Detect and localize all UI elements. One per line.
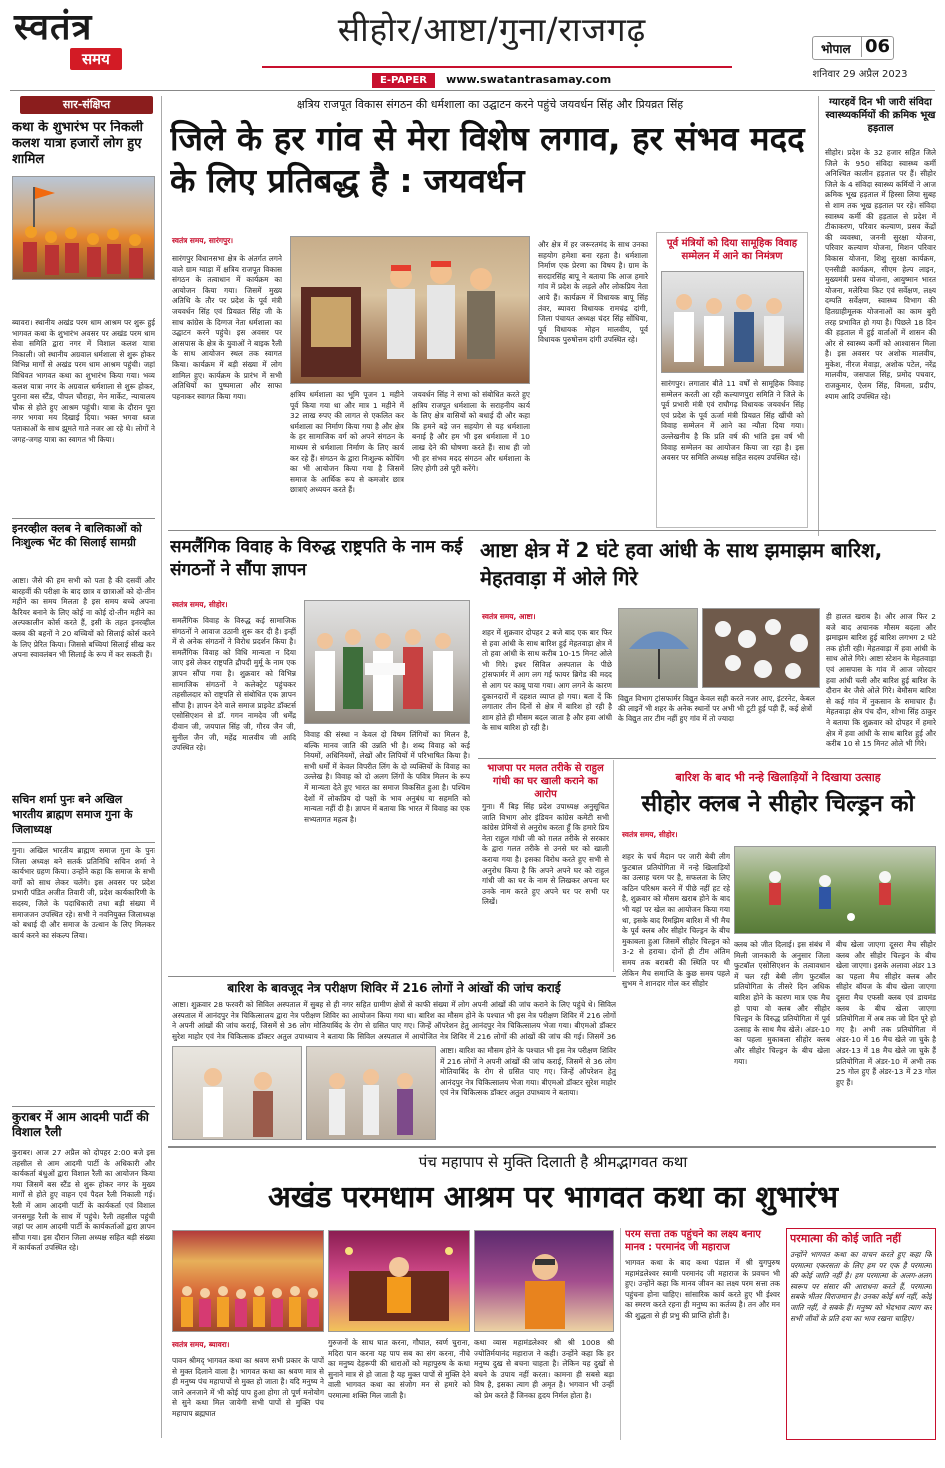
city-label: भोपाल bbox=[821, 42, 851, 56]
eye-headline: बारिश के बावजूद नेत्र परीक्षण शिविर में 216 लोगों ने आंखों की जांच कराई bbox=[227, 981, 561, 995]
epaper-bar bbox=[262, 66, 732, 84]
sidebar-divider-3 bbox=[12, 1106, 155, 1107]
sports-col1: शहर के चर्च मैदान पर जारी बेबी लीग फुटबाल प्रतियोगिता में नन्हे खिलाड़ियों का उत्साह चरम पर है, सफलता के लिए कठिन परिश्रम करने में पीछे नहीं हट रहे है, शुक्रवार को मौसम खराब होने के बाद भी यहां पर खेल का आयोजन किया गया था, इसके बाद रिमझिम बारिश में भी मैच के पूर्व क्लब और सीहोर चिल्ड्रन के बीच मुकाबला हुआ जिसमें सीहोर चिल्ड्रन को 3-2 से हराया। दोनों ही टीम अंतिम समय तक बराबरी की स्थिति पर थी लेकिन मैच समाप्ति के कुछ समय पहले सुभम ने शानदार गोल कर सीहोर bbox=[622, 852, 730, 989]
rahul-box bbox=[478, 760, 614, 972]
bhagwat-col4: भागवत कथा के बाद कथा पंडाल में श्री युगपुरुष महामंडलेश्वर स्वामी परमानंद जी महाराज के प्रवचन भी हुए। उन्होंने कहा कि मानव जीवन का लक्ष्य परम सत्ता तक पहुंचना होना चाहिए। सांसारिक कार्य करते हुए भी ईश्वर का स्मरण करते रहना ही मनुष्य का कर्तव्य है। तन और मन की शुद्धता से ही प्रभु की प्राप्ति होती है। bbox=[625, 1258, 780, 1320]
rain-dateline: स्वतंत्र समय, आष्टा। bbox=[482, 612, 536, 621]
sidebar-story3-headline-text: सचिन शर्मा पुनः बने अखिल भारतीय ब्राह्मण समाज गुना के जिलाध्यक्ष bbox=[12, 793, 133, 836]
strike-column bbox=[818, 96, 936, 536]
patients-illustration bbox=[307, 1047, 436, 1140]
bhagwat-col2: गुरुजनों के साथ घात करना, गौघात, स्वर्ण चुराना, मदिरा पान करना यह पाप सब का संग करना, नीचे का मनुष्य देहरूपी की धाराओं को महापुरुष के कथा सुनाने मात्र से हो जाता है यह मुक्त पापों से मुक्ति देने वाली भागवत कथा का संजोग मन से हमारे को परमात्मा शक्ति मिल जाती है। bbox=[328, 1338, 470, 1400]
protest-col2: विवाह की संस्था न केवल दो विषम लिंगियों का मिलन है, बल्कि मानव जाति की उन्नति भी है। शब्द विवाह को कई नियमों, अधिनियमों, लेखों और लिपियों में परिभाषित किया है। सभी धर्मों में केवल विपरीत लिंग के दो व्यक्तियों के विवाह का उल्लेख है। विवाह को दो अलग लिंगों के पवित्र मिलन के रूप में मान्यता देते हुए भारत का समाज विकसित हुआ है। पश्चिम देशों में लोकप्रिय दो पक्षों के भाव अनुबंध या सहमति को मान्यता नहीं दी है। ज्ञापन में बताया कि भारत में विवाह का एक सभ्यतागत महत्व है। bbox=[304, 730, 470, 824]
rain-photo-hail bbox=[702, 608, 820, 688]
eye-body-right: आष्टा। बारिश का मौसम होने के पश्चात भी इस नेत्र परीक्षण शिविर में 216 लोगों ने अपनी आंखों की जांच कराई, जिसमें से 36 लोग मोतियाबिंद के रोग से ग्रसित पाए गए। जिन्हें ऑपरेशन हेतु आनंदपुर नेत्र चिकित्सालय भेजा गया। बीएमओ डॉक्टर सुरेश माहोर एवं नेत्र चिकित्सक डॉक्टर अतुल उपाध्याय ने बताया। bbox=[440, 1046, 616, 1098]
lead-dateline: स्वतंत्र समय, सारंगपुर। bbox=[172, 236, 234, 245]
masthead bbox=[0, 0, 945, 90]
memorandum-illustration bbox=[305, 601, 470, 724]
epaper-label: E-PAPER bbox=[372, 73, 435, 88]
issue-date: शनिवार 29 अप्रैल 2023 bbox=[812, 69, 908, 80]
rain-photo-street bbox=[618, 608, 698, 688]
rain-bottom-rule bbox=[478, 758, 936, 759]
lead-col4: और क्षेत्र में हर जरूरतमंद के साथ उनका सहयोग हमेशा बना रहता है। धर्मशाला निर्माण एक प्रेरणा का विषय है। ग्राम के सरदारसिंह बापू ने बताया कि आज हमारे गांव में प्रदेश के लड़ले और लोकप्रिय नेता आये हैं। कार्यक्रम में विधायक बापू सिंह तंवर, ब्यावरा विधायक रामचंद्र दांगी, जिला पंचायत अध्यक्ष चंदर सिंह सोंधिया, पूर्व विधायक मोहन मालवीय, पूर्व विधायक पुरुषोत्तम दांगी उपस्थित रहे। bbox=[538, 240, 648, 345]
bhagwat-photo-crowd bbox=[172, 1230, 324, 1332]
bhagwat-col5: उन्होंने भागवत कथा का वाचन करते हुए कहा कि परमात्मा एकरसता के लिए हम पर एक है परमात्मा की कोई जाति नहीं है। हम परमात्मा के अलग-अलग स्वरूप पर संसार की आराधना करते हैं, परमात्मा सबके भीतर विराजमान है। उनका कोई धर्म नहीं, कोई जाति नहीं, वे सबके हैं। मनुष्य को भेदभाव त्याग कर सभी जीवों के प्रति दया का भाव रखना चाहिए। bbox=[790, 1250, 932, 1323]
bhagwat-headline: अखंड परमधाम आश्रम पर भागवत कथा का शुभारंभ bbox=[267, 1180, 839, 1215]
rahul-title: भाजपा पर मलत तरीके से राहुल गांधी का घर खाली कराने का आरोप bbox=[487, 763, 604, 800]
inauguration-illustration bbox=[291, 237, 530, 384]
sidebar-story1-body: ब्यावरा। स्थानीय अखंड परम धाम आश्रम पर शुरू हुई भागवत कथा के शुभारंभ अवसर पर अखंड परम धाम सेवा समिति द्वारा नगर में विशाल कलश यात्रा निकाली। जो स्थानीय अग्रवाल धर्मशाला से शुरू होकर विभिन्न मार्गों से अखंड परम धाम आश्रम पहुंची। जहां विधिवत भागवत कथा का शुभारंभ किया गया। भव्य कलश यात्रा नगर के अग्रवाल धर्मशाला से शुरू होकर, पुराना बस स्टैंड, पीपल चौराहा, मेन मार्केट, न्यायालय चौक से होते हुए आश्रम पहुंची। यात्रा के दौरान पूरा नगर भगवा मय दिखाई दिया। भक्त भगवा ध्वज पताकाओं के साथ झूमते गाते नजर आ रहे थे। लोगों ने जगह-जगह यात्रा का स्वागत भी किया। bbox=[12, 318, 155, 444]
wedding-photo bbox=[661, 271, 804, 373]
masthead-divider bbox=[10, 90, 935, 91]
sports-dateline: स्वतंत्र समय, सीहोर। bbox=[622, 830, 678, 839]
logo-bottom: समय bbox=[70, 48, 122, 70]
doctor-illustration bbox=[173, 1047, 302, 1140]
sidebar-story3-body: गुना। अखिल भारतीय ब्राह्मण समाज गुना के पुनः जिला अध्यक्ष बने सतर्क प्रतिनिधि सचिन शर्मा ने कार्यभार ग्रहण किया। उन्होंने कहा कि समाज के सभी वर्गों को साथ लेकर चलेंगे। इस अवसर पर प्रदेश प्रभारी पंडित अजीत तिवारी जी, प्रदेश कार्यकारिणी के सदस्य, जिले के पदाधिकारी तथा बड़ी संख्या में समाजजन उपस्थित रहे। सभी ने नवनियुक्त जिलाध्यक्ष को बधाई दी और समाज के उत्थान के लिए मिलकर कार्य करने का संकल्प लिया। bbox=[12, 846, 155, 940]
devotees-illustration bbox=[173, 1231, 324, 1332]
lead-photo bbox=[290, 236, 530, 384]
lead-headline: जिले के हर गांव से मेरा विशेष लगाव, हर संभव मदद के लिए प्रतिबद्ध है : जयवर्धन bbox=[170, 119, 805, 200]
eye-top-rule bbox=[168, 976, 616, 977]
lead-col2: क्षत्रिय धर्मशाला का भूमि पूजन 1 महीने पूर्व किया गया था और मात्र 1 महीने में 32 लाख रुपए की लागत से एकलित कर धर्मशाला का निर्माण किया गया है और क्षेत्र के हर सामाजिक वर्ग को अपने संगठन के माध्यम से धर्मशाला निर्माण के लिए कार्य कर रहे हैं। संगठन के द्वारा निःशुल्क कोचिंग का भी आयोजन किया गया है जिसमें समाज के आर्थिक रूप से कमजोर छात्र छात्राएं अध्ययन करते हैं। bbox=[290, 390, 404, 495]
lead-bottom-rule bbox=[168, 530, 936, 531]
bhagwat-photo-saint bbox=[474, 1230, 614, 1332]
page-number: 06 bbox=[861, 36, 893, 57]
protest-col1: समलैंगिक विवाह के विरुद्ध कई सामाजिक संगठनों ने आवाज उठानी शुरू कर दी है। इन्हीं में से अनेक संगठनों ने विरोध प्रदर्शन किया है। समलैंगिक विवाह को विधि मान्यता न दिया जाए इसे लेकर राष्ट्रपति द्रौपदी मुर्मू के नाम एक ज्ञापन सौंपा गया है। शुक्रवार को विभिन्न सामाजिक संगठनों ने कलेक्ट्रेट पहुंचकर तहसीलदार को राष्ट्रपति से संबोधित एक ज्ञापन सौंपा है। ज्ञापन देने वाले समाज प्राइवेट डॉक्टर्स एसोसिएशन से डॉ. गगन नामदेव जी धर्मेंद्र दीवान जी, जयपाल सिंह जी, गौरव जैन जी, सुनील जैन जी, महेंद्र मालवीय जी आदि उपस्थित रहे। bbox=[172, 616, 296, 753]
bhagwat-col4-title: परम सत्ता तक पहुंचने का लक्ष्य बनाए मानव : परमानंद जी महाराज bbox=[625, 1229, 761, 1253]
bhagwat-col1: पावन श्रीमद् भागवत कथा का श्रवण सभी प्रकार के पापों से मुक्त दिलाने वाला है। भागवत कथा का श्रवण मात्र से ही मनुष्य पंच महापापों से मुक्त हो जाता है। यदि मनुष्य ने जाने अनजाने में भी कोई पाप हुआ होगा तो पूर्ण मनोयोग से सुने कथा मिल जायेगी सभी पापों से मुक्ति पंच महापाप ब्रह्मघात bbox=[172, 1356, 324, 1418]
stage-illustration bbox=[329, 1231, 470, 1332]
kalash-yatra-photo bbox=[12, 176, 155, 280]
wedding-title: पूर्व मंत्रियों को दिया सामूहिक विवाह सम्मेलन में आने का निमंत्रण bbox=[666, 238, 798, 262]
sidebar-divider-1 bbox=[12, 518, 155, 519]
rain-caption: विद्युत विभाग ट्रांसफार्मर विद्युत केवल सही करते नजर आए, इंटरनेट, केबल की लाइनें भी शहर के अनेक स्थानों पर अभी भी टूटी हुई पड़ी हैं, कई क्षेत्रों के विद्युत तार टीम नहीं हुए गांव में तो ज्यादा bbox=[618, 694, 815, 723]
sports-col2: क्लब को जीत दिलाई। इस संबंध में मिली जानकारी के अनुसार जिला फुटबॉल एसोसिएशन के तत्वावधान में चल रही बेबी लीग फुटबॉल प्रतियोगिता के तीसरे दिन अधिक बारिश होने के कारण मात्र एक मैच हो पाया वो क्लब और सीहोर चिल्ड्रन के विरुद्ध प्रतियोगिता में पूर्व उत्साह के साथ मैच खेले। अंडर-10 का पहला मुकाबला सीहोर क्लब और सीहोर चिल्ड्रन के बीच खेला गया। bbox=[734, 940, 830, 1066]
meeting-illustration bbox=[662, 272, 804, 373]
bhagwat-top-rule bbox=[168, 1146, 936, 1148]
football-match-illustration bbox=[735, 847, 936, 934]
sidebar-story4-headline: कुराबर में आम आदमी पार्टी की विशाल रैली bbox=[12, 1110, 149, 1139]
rain-col1: शहर में शुक्रवार दोपहर 2 बजे बाद एक बार फिर से हवा आंधी के साथ बारिश हुई मेहतवाड़ा क्षेत्र में तो हवा आंधी के साथ करीब 10-15 मिनट ओले भी गिरे। इधर सिविल अस्पताल के पीछे ट्रांसफार्मर में आग लग गई फायर ब्रिगेड की मदद से आग पर काबू पाया गया। आग लगने के कारण दुकानदारों में दहशत व्याप्त हो गया। बता दें कि लगातार तीन दिनों से क्षेत्र में बारिश हो रही है शाम होते ही मौसम बदल जाता है और हवा आंधी के साथ बारिश हो रही है। bbox=[482, 628, 612, 733]
bhagwat-dateline: स्वतंत्र समय, ब्यावरा। bbox=[172, 1340, 230, 1349]
eye-body-left: आष्टा। शुक्रवार 28 फरवरी को सिविल अस्पताल में सुबह से ही नगर सहित ग्रामीण क्षेत्रों से काफी संख्या में लोग अपनी आंखों की जांच कराने के लिए पहुंचे थे। सिविल अस्पताल में आनंदपुर नेत्र चिकित्सालय द्वारा नेत्र परीक्षण शिविर का आयोजन किया गया था। बारिश का मौसम होने के पश्चात भी इस नेत्र परीक्षण शिविर में 216 लोगों ने अपनी आंखों की जांच कराई, जिसमें से 36 लोग मोतियाबिंद के रोग से ग्रसित पाए गए। जिन्हें ऑपरेशन हेतु आनंदपुर नेत्र चिकित्सालय भेजा गया। बीएमओ डॉक्टर सुरेश माहोर एवं नेत्र चिकित्सक डॉक्टर अतुल उपाध्याय ने बताया कि सिविल अस्पताल में आयोजित नेत्र शिविर में 216 लोगों की आंखों की जांच की गई। जिसमें 36 bbox=[172, 1000, 616, 1041]
sidebar-story4-body: कुराबर। आज 27 अप्रैल को दोपहर 2:00 बजे इस तहसील से आम आदमी पार्टी के अधिकारी और कार्यकर्ता बंधुओं द्वारा विशाल रैली का आयोजन किया गया जिसमें बस स्टैंड से शुरू होकर नगर के मुख्य मार्गों से होते हुए वाहन एवं पैदल रैली निकाली गई। रैली में आम आदमी पार्टी के कार्यकर्ता एवं विशाल जनसमूह रैली के साथ में पहुंचे। रैली तहसील पहुंची जहां पर आम आदमी पार्टी के कार्यकर्ताओं द्वारा ज्ञापन सौंपा गया। इस दौरान जिला अध्यक्ष सहित बड़ी संख्या में कार्यकर्ता उपस्थित रहे। bbox=[12, 1148, 155, 1253]
hailstones-illustration bbox=[703, 609, 820, 688]
protest-headline: समलैंगिक विवाह के विरुद्ध राष्ट्रपति के नाम कई संगठनों ने सौंपा ज्ञापन bbox=[170, 537, 463, 580]
sidebar-story2-headline: इनरव्हील क्लब ने बालिकाओं को निःशुल्क भेंट की सिलाई सामग्री bbox=[12, 522, 142, 549]
sports-col3: बीच खेला जाएगा दूसरा मैच सीहोर क्लब और सीहोर चिल्ड्रन के बीच खेला जाएगा। इसके अलावा अंडर 13 का पहला मैच सीहोर क्लब और सीहोर बॉयज के बीच खेला जाएगा दूसरा मैच एफसी क्लब एवं डायमंड क्लब के बीच खेला जाएगा प्रतियोगिता में अब तक जो दिन पूरे हो गए है। अभी तक प्रतियोगिता में अंडर-10 में 16 मैच खेले जा चुके है अंडर-13 में 18 मैच खेले जा चुके हैं प्रतियोगिता में अंडर-10 में अभी तक 25 गोल हुए हैं अंडर-13 में 23 गोल हुए हैं। bbox=[836, 940, 936, 1087]
sidebar-story1-headline: कथा के शुभारंभ पर निकली कलश यात्रा हजारों लोग हुए शामिल bbox=[12, 120, 143, 167]
rain-headline: आष्टा क्षेत्र में 2 घंटे हवा आंधी के साथ झमाझम बारिश, मेहतवाड़ा में ओले गिरे bbox=[480, 538, 883, 590]
wedding-box bbox=[656, 232, 808, 528]
bhagwat-sidebox-2 bbox=[786, 1228, 936, 1440]
sidebar-divider-2 bbox=[12, 842, 155, 843]
crowd-illustration bbox=[13, 177, 155, 280]
umbrella-illustration bbox=[619, 609, 698, 688]
eye-photo-1 bbox=[172, 1046, 302, 1140]
logo bbox=[14, 6, 164, 78]
sidebar bbox=[12, 96, 162, 1438]
city-badge bbox=[812, 36, 894, 60]
saint-illustration bbox=[475, 1231, 614, 1332]
strike-body: सीहोर। प्रदेश के 32 हजार सहित जिले जिले के 950 संविदा स्वास्थ्य कर्मी अनिश्चित कालीन हड़ताल पर हैं। सीहोर जिले के 4 संविदा स्वास्थ्य कर्मियों ने आज क्रमिक भूख हड़ताल में हिस्सा लिया सुबह से शाम तक भूख हड़ताल पर रहे। संविदा स्वास्थ्य कर्मी की हड़ताल से प्रदेश में टीकाकरण, परिवार कल्याण, प्रसव केंद्रों की व्यवस्था, जननी सुरक्षा योजना, परिवार कल्याण योजना, मिशन परिवार विकास योजना, शिशु सुरक्षा कार्यक्रम, एनसीडी कार्यक्रम, सीएम हेल्प लाइन, मुख्यमंत्री प्रसव योजना, आयुष्मान भारत योजना, मलेरिया किट एवं सर्वेक्षण, लक्ष्य दम्पति सर्वेक्षण, स्वास्थ्य विभाग की हितग्राहीमूलक योजनाओं का काम बुरी तरह प्रभावित हो गया है। पिछले 18 दिन की हड़ताल में हुई वार्ताओं में शासन की ओर से स्वास्थ्य कर्मी को आश्वासन मिला है। इस अवसर पर अशोक मालवीय, मुकेश, नीरज मेवाड़ा, अशोक पटेल, नरेंद्र मालवीय, जसपाल सिंह, प्रमोद पचवार, राजकुमार, ऐलम सिंह, विमला, प्रदीप, श्याम आदि उपस्थित रहे। bbox=[825, 148, 936, 401]
protest-photo bbox=[304, 600, 470, 724]
sidebar-story2-body: आष्टा। जैसे की हम सभी को पता है की दसवीं और बारहवीं की परीक्षा के बाद छात्र व छात्राओं को दो-तीन महीने का समय मिलता है इस समय बच्चे अपना कैरियर बनाने के लिए कोई ना कोई दो-तीन महीने का अल्पकालीन कोर्स करते हैं, इसी के तहत इनरव्हील क्लब की बहनों ने 20 बच्चियों को सिलाई कोर्स करने के लिए प्रेरित किया। जिससे बच्चियां सिलाई सीख कर अपना स्वावलंबन भी सिलाई के रूप में कर सकती हैं। bbox=[12, 576, 155, 660]
sports-photo bbox=[734, 846, 936, 934]
lead-kicker: क्षत्रिय राजपूत विकास संगठन की धर्मशाला का उद्घाटन करने पहुंचे जयवर्धन सिंह और प्रियव्रत सिंह bbox=[296, 98, 684, 111]
edition-title: सीहोर/आष्टा/गुना/राजगढ़ bbox=[337, 10, 647, 49]
eye-photo-2 bbox=[306, 1046, 436, 1140]
lead-col1: सारंगपुर विधानसभा क्षेत्र के अंतर्गत लगने वाले ग्राम ग्वाड़ा में क्षत्रिय राजपूत विकास संगठन के तत्वाधान में कार्यक्रम का आयोजन किया गया। जिसमें मुख्य अतिथि के तौर पर प्रदेश के पूर्व मंत्री जयवर्धन सिंह एवं प्रियव्रत सिंह जी के साथ कांग्रेस के दिग्गज नेता धर्मशाला का उद्घाटन करने पहुंचे। इस अवसर पर आसपास के क्षेत्र के युवाओं ने बाइक रैली के साथ आयोजन स्थल तक स्वागत किया। कार्यक्रम में बड़ी संख्या में लोग शामिल हुए। कार्यक्रम के प्रारंभ में सभी अतिथियों का पुष्पमाला और साफा पहनाकर स्वागत किया गया। bbox=[172, 254, 282, 401]
bhagwat-sidebox-1 bbox=[620, 1228, 780, 1440]
sports-headline: सीहोर क्लब ने सीहोर चिल्ड्रन को bbox=[641, 791, 915, 817]
sidebar-label: सार-संक्षिप्त bbox=[20, 96, 153, 114]
bhagwat-photo-stage bbox=[328, 1230, 470, 1332]
logo-top: स्वतंत्र bbox=[14, 6, 93, 48]
bhagwat-kicker: पंच महापाप से मुक्ति दिलाती है श्रीमद्भागवत कथा bbox=[418, 1153, 688, 1171]
lead-col3: जयवर्धन सिंह ने सभा को संबोधित करते हुए क्षत्रिय राजपूत धर्मशाला के सराहनीय कार्य के लिए क्षेत्र वासियों को बधाई दी और कहा कि हमने बड़े जन सहयोग से यह धर्मशाला बनाई है और हम भी इस धर्मशाला में 10 लाख देने की घोषणा करते हैं। साथ ही जो भी हर संभव मदद संगठन और धर्मशाला के लिए होगी उसे पूरी करेंगे। bbox=[412, 390, 530, 474]
wedding-body: सारंगपुर। लगातार बीते 11 वर्षों से सामूहिक विवाह सम्मेलन करती आ रही कल्याणपुरा समिति ने जिले के पूर्व प्रभारी मंत्री एवं राघौगढ़ विधायक जयवर्धन सिंह एवं प्रदेश के पूर्व ऊर्जा मंत्री प्रियव्रत सिंह खींची को विवाह सम्मेलन में आने का न्यौता दिया गया। उल्लेखनीय है कि प्रति वर्ष की भांति इस वर्ष भी विवाह सम्मेलन का आयोजन किया जा रहा है। इस अवसर पर समिति अध्यक्ष सहित सदस्य उपस्थित रहे। bbox=[661, 379, 804, 463]
protest-dateline: स्वतंत्र समय, सीहोर। bbox=[172, 600, 228, 609]
bhagwat-col5-title: परमात्मा की कोई जाति नहीं bbox=[790, 1232, 901, 1245]
rahul-body: गुना। मैं बिड़ सिंह प्रदेश उपाध्यक्ष अनुसूचित जाति विभाग ओर इंडियन कांग्रेस कमेटी सभी कांग्रेस प्रेमियों से अनुरोध करता हूँ कि हमारे प्रिय नेता राहुल गांधी जी को ग़लत तरीके से सरकार के द्वारा गलत तरीके से उनसे घर को खाली कराया गया है। इसका विरोध करते हुए सभी से अनुरोध किया है कि अपने अपने घर को राहुल गांधी जी का घर के नाम से लिखकर अपना घर उनके नाम करते हुए अपने घर पर सभी पर लिखें। bbox=[482, 802, 609, 907]
website-link[interactable]: www.swatantrasamay.com bbox=[446, 73, 612, 86]
bhagwat-col3: कथा व्यास महामंडलेश्वर श्री श्री 1008 श्री ज्योतिर्मयानंद महाराज ने कही। उन्होंने कहा कि हर मनुष्य दुख से बचना चाहता है। लेकिन यह दुखों से बचने के उपाय नहीं करता। कामना ही सबसे बड़ा विष है, इसका त्याग ही अमृत है। भगवान भी उन्हीं को प्रेम करते हैं जिनका हृदय निर्मल होता है। bbox=[474, 1338, 614, 1400]
strike-title: ग्यारहवें दिन भी जारी संविदा स्वास्थ्यकर्मियों की क्रमिक भूख हड़ताल bbox=[825, 97, 936, 134]
rain-col2: ही हालत खराब है। और आज फिर 2 बजे बाद अचानक मौसम बदला और झमाझम बारिश हुई बारिश लगभग 2 घंटे तक होती रही। मेहतवाड़ा में हवा आंधी के साथ ओले गिरे। आष्टा स्टेशन के मेहतवाड़ा एवं आसपास के गांव में आज जोरदार हवा आंधी चली और बारिश हुई बारिश के दौरान बेर जैसे ओले गिरे। बेमौसम बारिश से कई गांव में नुकसान के समाचार हैं। मेहतवाड़ा क्षेत्र पंच दौन, शोभा सिंह ठाकुर ने बताया कि शुक्रवार को दोपहर में हमारे क्षेत्र में हवा आंधी के साथ बारिश हुई और करीब 10 से 15 मिनट ओले भी गिरे। bbox=[826, 612, 936, 749]
sidebar-story3-headline-block bbox=[12, 792, 155, 842]
sports-kicker: बारिश के बाद भी नन्हे खिलाड़ियों ने दिखाया उत्साह bbox=[675, 771, 881, 784]
